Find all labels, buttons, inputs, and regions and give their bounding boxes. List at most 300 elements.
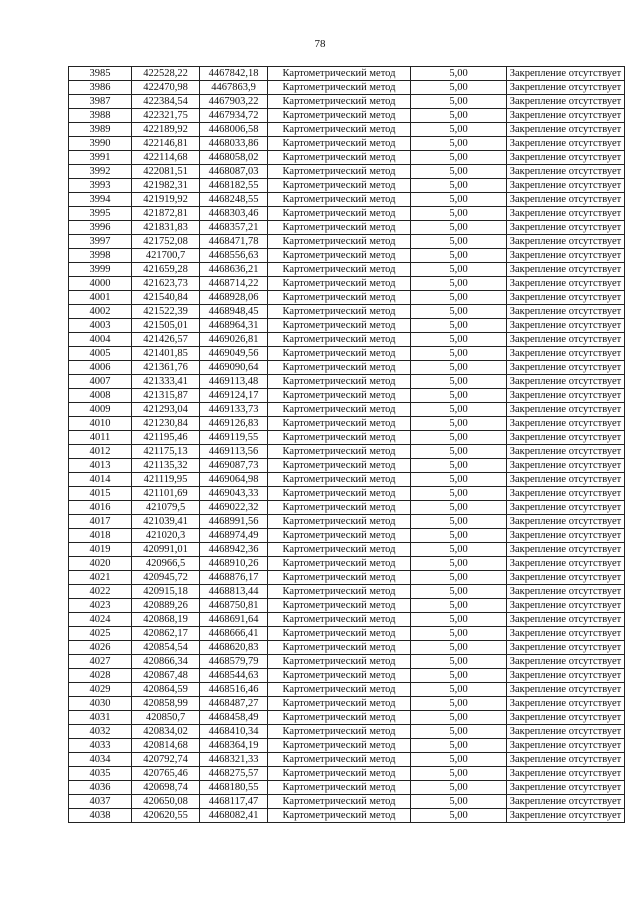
- y-coordinate-cell: 4469026,81: [200, 333, 268, 347]
- table-row: [69, 151, 625, 165]
- table-row: [69, 431, 625, 445]
- accuracy-cell: 5,00: [411, 487, 507, 501]
- y-coordinate-cell: 4468321,33: [200, 753, 268, 767]
- x-coordinate-cell: 420945,72: [132, 571, 200, 585]
- table-row: [69, 781, 625, 795]
- x-coordinate-cell: 421700,7: [132, 249, 200, 263]
- table-row: [69, 361, 625, 375]
- fixation-cell: Закрепление отсутствует: [507, 599, 625, 613]
- y-coordinate-cell: 4469087,73: [200, 459, 268, 473]
- accuracy-cell: 5,00: [411, 445, 507, 459]
- point-number-cell: 4019: [69, 543, 132, 557]
- accuracy-cell: 5,00: [411, 613, 507, 627]
- point-number-cell: 4011: [69, 431, 132, 445]
- table-row: [69, 249, 625, 263]
- y-coordinate-cell: 4468813,44: [200, 585, 268, 599]
- fixation-cell: Закрепление отсутствует: [507, 263, 625, 277]
- point-number-cell: 3994: [69, 193, 132, 207]
- fixation-cell: Закрепление отсутствует: [507, 781, 625, 795]
- point-number-cell: 4009: [69, 403, 132, 417]
- fixation-cell: Закрепление отсутствует: [507, 305, 625, 319]
- method-cell: Картометрический метод: [268, 697, 411, 711]
- y-coordinate-cell: 4468058,02: [200, 151, 268, 165]
- fixation-cell: Закрепление отсутствует: [507, 389, 625, 403]
- table-row: [69, 375, 625, 389]
- point-number-cell: 4032: [69, 725, 132, 739]
- point-number-cell: 3988: [69, 109, 132, 123]
- point-number-cell: 4005: [69, 347, 132, 361]
- method-cell: Картометрический метод: [268, 725, 411, 739]
- accuracy-cell: 5,00: [411, 431, 507, 445]
- point-number-cell: 3995: [69, 207, 132, 221]
- fixation-cell: Закрепление отсутствует: [507, 123, 625, 137]
- accuracy-cell: 5,00: [411, 165, 507, 179]
- accuracy-cell: 5,00: [411, 375, 507, 389]
- fixation-cell: Закрепление отсутствует: [507, 333, 625, 347]
- x-coordinate-cell: 420698,74: [132, 781, 200, 795]
- point-number-cell: 4007: [69, 375, 132, 389]
- accuracy-cell: 5,00: [411, 795, 507, 809]
- table-row: [69, 81, 625, 95]
- fixation-cell: Закрепление отсутствует: [507, 319, 625, 333]
- x-coordinate-cell: 421175,13: [132, 445, 200, 459]
- fixation-cell: Закрепление отсутствует: [507, 347, 625, 361]
- fixation-cell: Закрепление отсутствует: [507, 375, 625, 389]
- method-cell: Картометрический метод: [268, 613, 411, 627]
- point-number-cell: 4015: [69, 487, 132, 501]
- accuracy-cell: 5,00: [411, 95, 507, 109]
- fixation-cell: Закрепление отсутствует: [507, 627, 625, 641]
- table-row: [69, 123, 625, 137]
- fixation-cell: Закрепление отсутствует: [507, 473, 625, 487]
- point-number-cell: 4024: [69, 613, 132, 627]
- x-coordinate-cell: 420889,26: [132, 599, 200, 613]
- x-coordinate-cell: 422528,22: [132, 67, 200, 81]
- accuracy-cell: 5,00: [411, 151, 507, 165]
- y-coordinate-cell: 4469043,33: [200, 487, 268, 501]
- x-coordinate-cell: 420991,01: [132, 543, 200, 557]
- method-cell: Картометрический метод: [268, 333, 411, 347]
- point-number-cell: 4034: [69, 753, 132, 767]
- accuracy-cell: 5,00: [411, 529, 507, 543]
- y-coordinate-cell: 4468180,55: [200, 781, 268, 795]
- point-number-cell: 3996: [69, 221, 132, 235]
- fixation-cell: Закрепление отсутствует: [507, 431, 625, 445]
- accuracy-cell: 5,00: [411, 599, 507, 613]
- point-number-cell: 4031: [69, 711, 132, 725]
- fixation-cell: Закрепление отсутствует: [507, 291, 625, 305]
- fixation-cell: Закрепление отсутствует: [507, 697, 625, 711]
- table-row: [69, 753, 625, 767]
- point-number-cell: 4003: [69, 319, 132, 333]
- y-coordinate-cell: 4469119,55: [200, 431, 268, 445]
- point-number-cell: 3992: [69, 165, 132, 179]
- table-row: [69, 473, 625, 487]
- x-coordinate-cell: 421919,92: [132, 193, 200, 207]
- x-coordinate-cell: 420650,08: [132, 795, 200, 809]
- fixation-cell: Закрепление отсутствует: [507, 179, 625, 193]
- fixation-cell: Закрепление отсутствует: [507, 515, 625, 529]
- table-row: [69, 291, 625, 305]
- method-cell: Картометрический метод: [268, 291, 411, 305]
- method-cell: Картометрический метод: [268, 165, 411, 179]
- y-coordinate-cell: 4468544,63: [200, 669, 268, 683]
- x-coordinate-cell: 420850,7: [132, 711, 200, 725]
- y-coordinate-cell: 4468182,55: [200, 179, 268, 193]
- method-cell: Картометрический метод: [268, 193, 411, 207]
- table-row: [69, 319, 625, 333]
- accuracy-cell: 5,00: [411, 655, 507, 669]
- method-cell: Картометрический метод: [268, 501, 411, 515]
- x-coordinate-cell: 421333,41: [132, 375, 200, 389]
- accuracy-cell: 5,00: [411, 305, 507, 319]
- table-row: [69, 263, 625, 277]
- y-coordinate-cell: 4468579,79: [200, 655, 268, 669]
- y-coordinate-cell: 4468942,36: [200, 543, 268, 557]
- page-number: 78: [314, 38, 326, 50]
- point-number-cell: 4036: [69, 781, 132, 795]
- x-coordinate-cell: 420854,54: [132, 641, 200, 655]
- fixation-cell: Закрепление отсутствует: [507, 557, 625, 571]
- y-coordinate-cell: 4468275,57: [200, 767, 268, 781]
- x-coordinate-cell: 422081,51: [132, 165, 200, 179]
- fixation-cell: Закрепление отсутствует: [507, 277, 625, 291]
- y-coordinate-cell: 4468458,49: [200, 711, 268, 725]
- accuracy-cell: 5,00: [411, 627, 507, 641]
- table-row: [69, 739, 625, 753]
- table-row: [69, 109, 625, 123]
- method-cell: Картометрический метод: [268, 669, 411, 683]
- y-coordinate-cell: 4468910,26: [200, 557, 268, 571]
- y-coordinate-cell: 4468357,21: [200, 221, 268, 235]
- point-number-cell: 4008: [69, 389, 132, 403]
- table-row: [69, 487, 625, 501]
- y-coordinate-cell: 4469022,32: [200, 501, 268, 515]
- y-coordinate-cell: 4469124,17: [200, 389, 268, 403]
- point-number-cell: 4037: [69, 795, 132, 809]
- table-row: [69, 585, 625, 599]
- method-cell: Картометрический метод: [268, 403, 411, 417]
- table-row: [69, 389, 625, 403]
- x-coordinate-cell: 422146,81: [132, 137, 200, 151]
- accuracy-cell: 5,00: [411, 753, 507, 767]
- x-coordinate-cell: 421361,76: [132, 361, 200, 375]
- y-coordinate-cell: 4467934,72: [200, 109, 268, 123]
- accuracy-cell: 5,00: [411, 207, 507, 221]
- fixation-cell: Закрепление отсутствует: [507, 795, 625, 809]
- y-coordinate-cell: 4469133,73: [200, 403, 268, 417]
- point-number-cell: 4014: [69, 473, 132, 487]
- accuracy-cell: 5,00: [411, 263, 507, 277]
- y-coordinate-cell: 4468666,41: [200, 627, 268, 641]
- fixation-cell: Закрепление отсутствует: [507, 655, 625, 669]
- fixation-cell: Закрепление отсутствует: [507, 613, 625, 627]
- point-number-cell: 3993: [69, 179, 132, 193]
- accuracy-cell: 5,00: [411, 403, 507, 417]
- fixation-cell: Закрепление отсутствует: [507, 487, 625, 501]
- y-coordinate-cell: 4467903,22: [200, 95, 268, 109]
- accuracy-cell: 5,00: [411, 473, 507, 487]
- accuracy-cell: 5,00: [411, 571, 507, 585]
- method-cell: Картометрический метод: [268, 781, 411, 795]
- accuracy-cell: 5,00: [411, 739, 507, 753]
- fixation-cell: Закрепление отсутствует: [507, 95, 625, 109]
- fixation-cell: Закрепление отсутствует: [507, 249, 625, 263]
- fixation-cell: Закрепление отсутствует: [507, 767, 625, 781]
- point-number-cell: 4012: [69, 445, 132, 459]
- x-coordinate-cell: 420765,46: [132, 767, 200, 781]
- x-coordinate-cell: 421230,84: [132, 417, 200, 431]
- y-coordinate-cell: 4468714,22: [200, 277, 268, 291]
- fixation-cell: Закрепление отсутствует: [507, 81, 625, 95]
- x-coordinate-cell: 420864,59: [132, 683, 200, 697]
- y-coordinate-cell: 4468033,86: [200, 137, 268, 151]
- accuracy-cell: 5,00: [411, 179, 507, 193]
- method-cell: Картометрический метод: [268, 515, 411, 529]
- point-number-cell: 4016: [69, 501, 132, 515]
- table-row: [69, 95, 625, 109]
- method-cell: Картометрический метод: [268, 123, 411, 137]
- point-number-cell: 4033: [69, 739, 132, 753]
- x-coordinate-cell: 421020,3: [132, 529, 200, 543]
- table-row: [69, 403, 625, 417]
- fixation-cell: Закрепление отсутствует: [507, 711, 625, 725]
- accuracy-cell: 5,00: [411, 193, 507, 207]
- table-row: [69, 767, 625, 781]
- method-cell: Картометрический метод: [268, 95, 411, 109]
- x-coordinate-cell: 421039,41: [132, 515, 200, 529]
- accuracy-cell: 5,00: [411, 697, 507, 711]
- method-cell: Картометрический метод: [268, 81, 411, 95]
- accuracy-cell: 5,00: [411, 683, 507, 697]
- point-number-cell: 4000: [69, 277, 132, 291]
- point-number-cell: 4010: [69, 417, 132, 431]
- fixation-cell: Закрепление отсутствует: [507, 571, 625, 585]
- fixation-cell: Закрепление отсутствует: [507, 417, 625, 431]
- y-coordinate-cell: 4468516,46: [200, 683, 268, 697]
- y-coordinate-cell: 4468691,64: [200, 613, 268, 627]
- y-coordinate-cell: 4468636,21: [200, 263, 268, 277]
- method-cell: Картометрический метод: [268, 459, 411, 473]
- method-cell: Картометрический метод: [268, 361, 411, 375]
- table-row: [69, 711, 625, 725]
- fixation-cell: Закрепление отсутствует: [507, 67, 625, 81]
- method-cell: Картометрический метод: [268, 151, 411, 165]
- y-coordinate-cell: 4469049,56: [200, 347, 268, 361]
- method-cell: Картометрический метод: [268, 375, 411, 389]
- fixation-cell: Закрепление отсутствует: [507, 137, 625, 151]
- fixation-cell: Закрепление отсутствует: [507, 683, 625, 697]
- method-cell: Картометрический метод: [268, 305, 411, 319]
- table-row: [69, 347, 625, 361]
- x-coordinate-cell: 421872,81: [132, 207, 200, 221]
- method-cell: Картометрический метод: [268, 557, 411, 571]
- point-number-cell: 3986: [69, 81, 132, 95]
- fixation-cell: Закрепление отсутствует: [507, 165, 625, 179]
- fixation-cell: Закрепление отсутствует: [507, 753, 625, 767]
- y-coordinate-cell: 4468410,34: [200, 725, 268, 739]
- accuracy-cell: 5,00: [411, 221, 507, 235]
- point-number-cell: 4013: [69, 459, 132, 473]
- point-number-cell: 4030: [69, 697, 132, 711]
- table-row: [69, 557, 625, 571]
- accuracy-cell: 5,00: [411, 347, 507, 361]
- x-coordinate-cell: 420620,55: [132, 809, 200, 823]
- accuracy-cell: 5,00: [411, 781, 507, 795]
- accuracy-cell: 5,00: [411, 501, 507, 515]
- x-coordinate-cell: 421119,95: [132, 473, 200, 487]
- method-cell: Картометрический метод: [268, 599, 411, 613]
- method-cell: Картометрический метод: [268, 627, 411, 641]
- table-row: [69, 655, 625, 669]
- method-cell: Картометрический метод: [268, 221, 411, 235]
- y-coordinate-cell: 4468471,78: [200, 235, 268, 249]
- fixation-cell: Закрепление отсутствует: [507, 739, 625, 753]
- x-coordinate-cell: 422384,54: [132, 95, 200, 109]
- table-row: [69, 501, 625, 515]
- accuracy-cell: 5,00: [411, 641, 507, 655]
- x-coordinate-cell: 422321,75: [132, 109, 200, 123]
- method-cell: Картометрический метод: [268, 109, 411, 123]
- x-coordinate-cell: 421401,85: [132, 347, 200, 361]
- point-number-cell: 4021: [69, 571, 132, 585]
- point-number-cell: 4028: [69, 669, 132, 683]
- x-coordinate-cell: 421831,83: [132, 221, 200, 235]
- x-coordinate-cell: 420866,34: [132, 655, 200, 669]
- table-row: [69, 515, 625, 529]
- fixation-cell: Закрепление отсутствует: [507, 725, 625, 739]
- accuracy-cell: 5,00: [411, 235, 507, 249]
- table-row: [69, 277, 625, 291]
- x-coordinate-cell: 421315,87: [132, 389, 200, 403]
- point-number-cell: 4023: [69, 599, 132, 613]
- x-coordinate-cell: 420868,19: [132, 613, 200, 627]
- accuracy-cell: 5,00: [411, 725, 507, 739]
- x-coordinate-cell: 422470,98: [132, 81, 200, 95]
- point-number-cell: 4002: [69, 305, 132, 319]
- table-row: [69, 529, 625, 543]
- accuracy-cell: 5,00: [411, 459, 507, 473]
- method-cell: Картометрический метод: [268, 655, 411, 669]
- point-number-cell: 4020: [69, 557, 132, 571]
- accuracy-cell: 5,00: [411, 417, 507, 431]
- point-number-cell: 3985: [69, 67, 132, 81]
- y-coordinate-cell: 4468876,17: [200, 571, 268, 585]
- point-number-cell: 4001: [69, 291, 132, 305]
- method-cell: Картометрический метод: [268, 67, 411, 81]
- y-coordinate-cell: 4469126,83: [200, 417, 268, 431]
- table-row: [69, 641, 625, 655]
- table-row: [69, 683, 625, 697]
- fixation-cell: Закрепление отсутствует: [507, 221, 625, 235]
- method-cell: Картометрический метод: [268, 543, 411, 557]
- method-cell: Картометрический метод: [268, 641, 411, 655]
- accuracy-cell: 5,00: [411, 543, 507, 557]
- accuracy-cell: 5,00: [411, 389, 507, 403]
- method-cell: Картометрический метод: [268, 529, 411, 543]
- table-row: [69, 137, 625, 151]
- y-coordinate-cell: 4468620,83: [200, 641, 268, 655]
- accuracy-cell: 5,00: [411, 585, 507, 599]
- x-coordinate-cell: 420915,18: [132, 585, 200, 599]
- method-cell: Картометрический метод: [268, 487, 411, 501]
- table-row: [69, 627, 625, 641]
- method-cell: Картометрический метод: [268, 263, 411, 277]
- x-coordinate-cell: 422114,68: [132, 151, 200, 165]
- accuracy-cell: 5,00: [411, 711, 507, 725]
- accuracy-cell: 5,00: [411, 137, 507, 151]
- method-cell: Картометрический метод: [268, 473, 411, 487]
- y-coordinate-cell: 4468117,47: [200, 795, 268, 809]
- table-row: [69, 809, 625, 823]
- x-coordinate-cell: 420867,48: [132, 669, 200, 683]
- method-cell: Картометрический метод: [268, 809, 411, 823]
- x-coordinate-cell: 420862,17: [132, 627, 200, 641]
- table-row: [69, 697, 625, 711]
- point-number-cell: 3999: [69, 263, 132, 277]
- point-number-cell: 4029: [69, 683, 132, 697]
- point-number-cell: 4025: [69, 627, 132, 641]
- x-coordinate-cell: 422189,92: [132, 123, 200, 137]
- x-coordinate-cell: 420858,99: [132, 697, 200, 711]
- x-coordinate-cell: 421135,32: [132, 459, 200, 473]
- point-number-cell: 4035: [69, 767, 132, 781]
- x-coordinate-cell: 421426,57: [132, 333, 200, 347]
- y-coordinate-cell: 4468928,06: [200, 291, 268, 305]
- table-row: [69, 207, 625, 221]
- y-coordinate-cell: 4468556,63: [200, 249, 268, 263]
- point-number-cell: 3987: [69, 95, 132, 109]
- y-coordinate-cell: 4469064,98: [200, 473, 268, 487]
- fixation-cell: Закрепление отсутствует: [507, 543, 625, 557]
- method-cell: Картометрический метод: [268, 249, 411, 263]
- x-coordinate-cell: 420966,5: [132, 557, 200, 571]
- point-number-cell: 3990: [69, 137, 132, 151]
- fixation-cell: Закрепление отсутствует: [507, 669, 625, 683]
- accuracy-cell: 5,00: [411, 809, 507, 823]
- method-cell: Картометрический метод: [268, 585, 411, 599]
- x-coordinate-cell: 421195,46: [132, 431, 200, 445]
- fixation-cell: Закрепление отсутствует: [507, 193, 625, 207]
- y-coordinate-cell: 4468487,27: [200, 697, 268, 711]
- accuracy-cell: 5,00: [411, 333, 507, 347]
- accuracy-cell: 5,00: [411, 291, 507, 305]
- point-number-cell: 3989: [69, 123, 132, 137]
- x-coordinate-cell: 421982,31: [132, 179, 200, 193]
- fixation-cell: Закрепление отсутствует: [507, 151, 625, 165]
- y-coordinate-cell: 4468364,19: [200, 739, 268, 753]
- x-coordinate-cell: 420814,68: [132, 739, 200, 753]
- fixation-cell: Закрепление отсутствует: [507, 361, 625, 375]
- y-coordinate-cell: 4468082,41: [200, 809, 268, 823]
- point-number-cell: 4026: [69, 641, 132, 655]
- y-coordinate-cell: 4468087,03: [200, 165, 268, 179]
- point-number-cell: 4022: [69, 585, 132, 599]
- fixation-cell: Закрепление отсутствует: [507, 207, 625, 221]
- method-cell: Картометрический метод: [268, 347, 411, 361]
- fixation-cell: Закрепление отсутствует: [507, 585, 625, 599]
- table-row: [69, 67, 625, 81]
- method-cell: Картометрический метод: [268, 739, 411, 753]
- table-row: [69, 613, 625, 627]
- method-cell: Картометрический метод: [268, 389, 411, 403]
- point-number-cell: 4038: [69, 809, 132, 823]
- fixation-cell: Закрепление отсутствует: [507, 403, 625, 417]
- table-row: [69, 417, 625, 431]
- fixation-cell: Закрепление отсутствует: [507, 109, 625, 123]
- x-coordinate-cell: 421293,04: [132, 403, 200, 417]
- point-number-cell: 4018: [69, 529, 132, 543]
